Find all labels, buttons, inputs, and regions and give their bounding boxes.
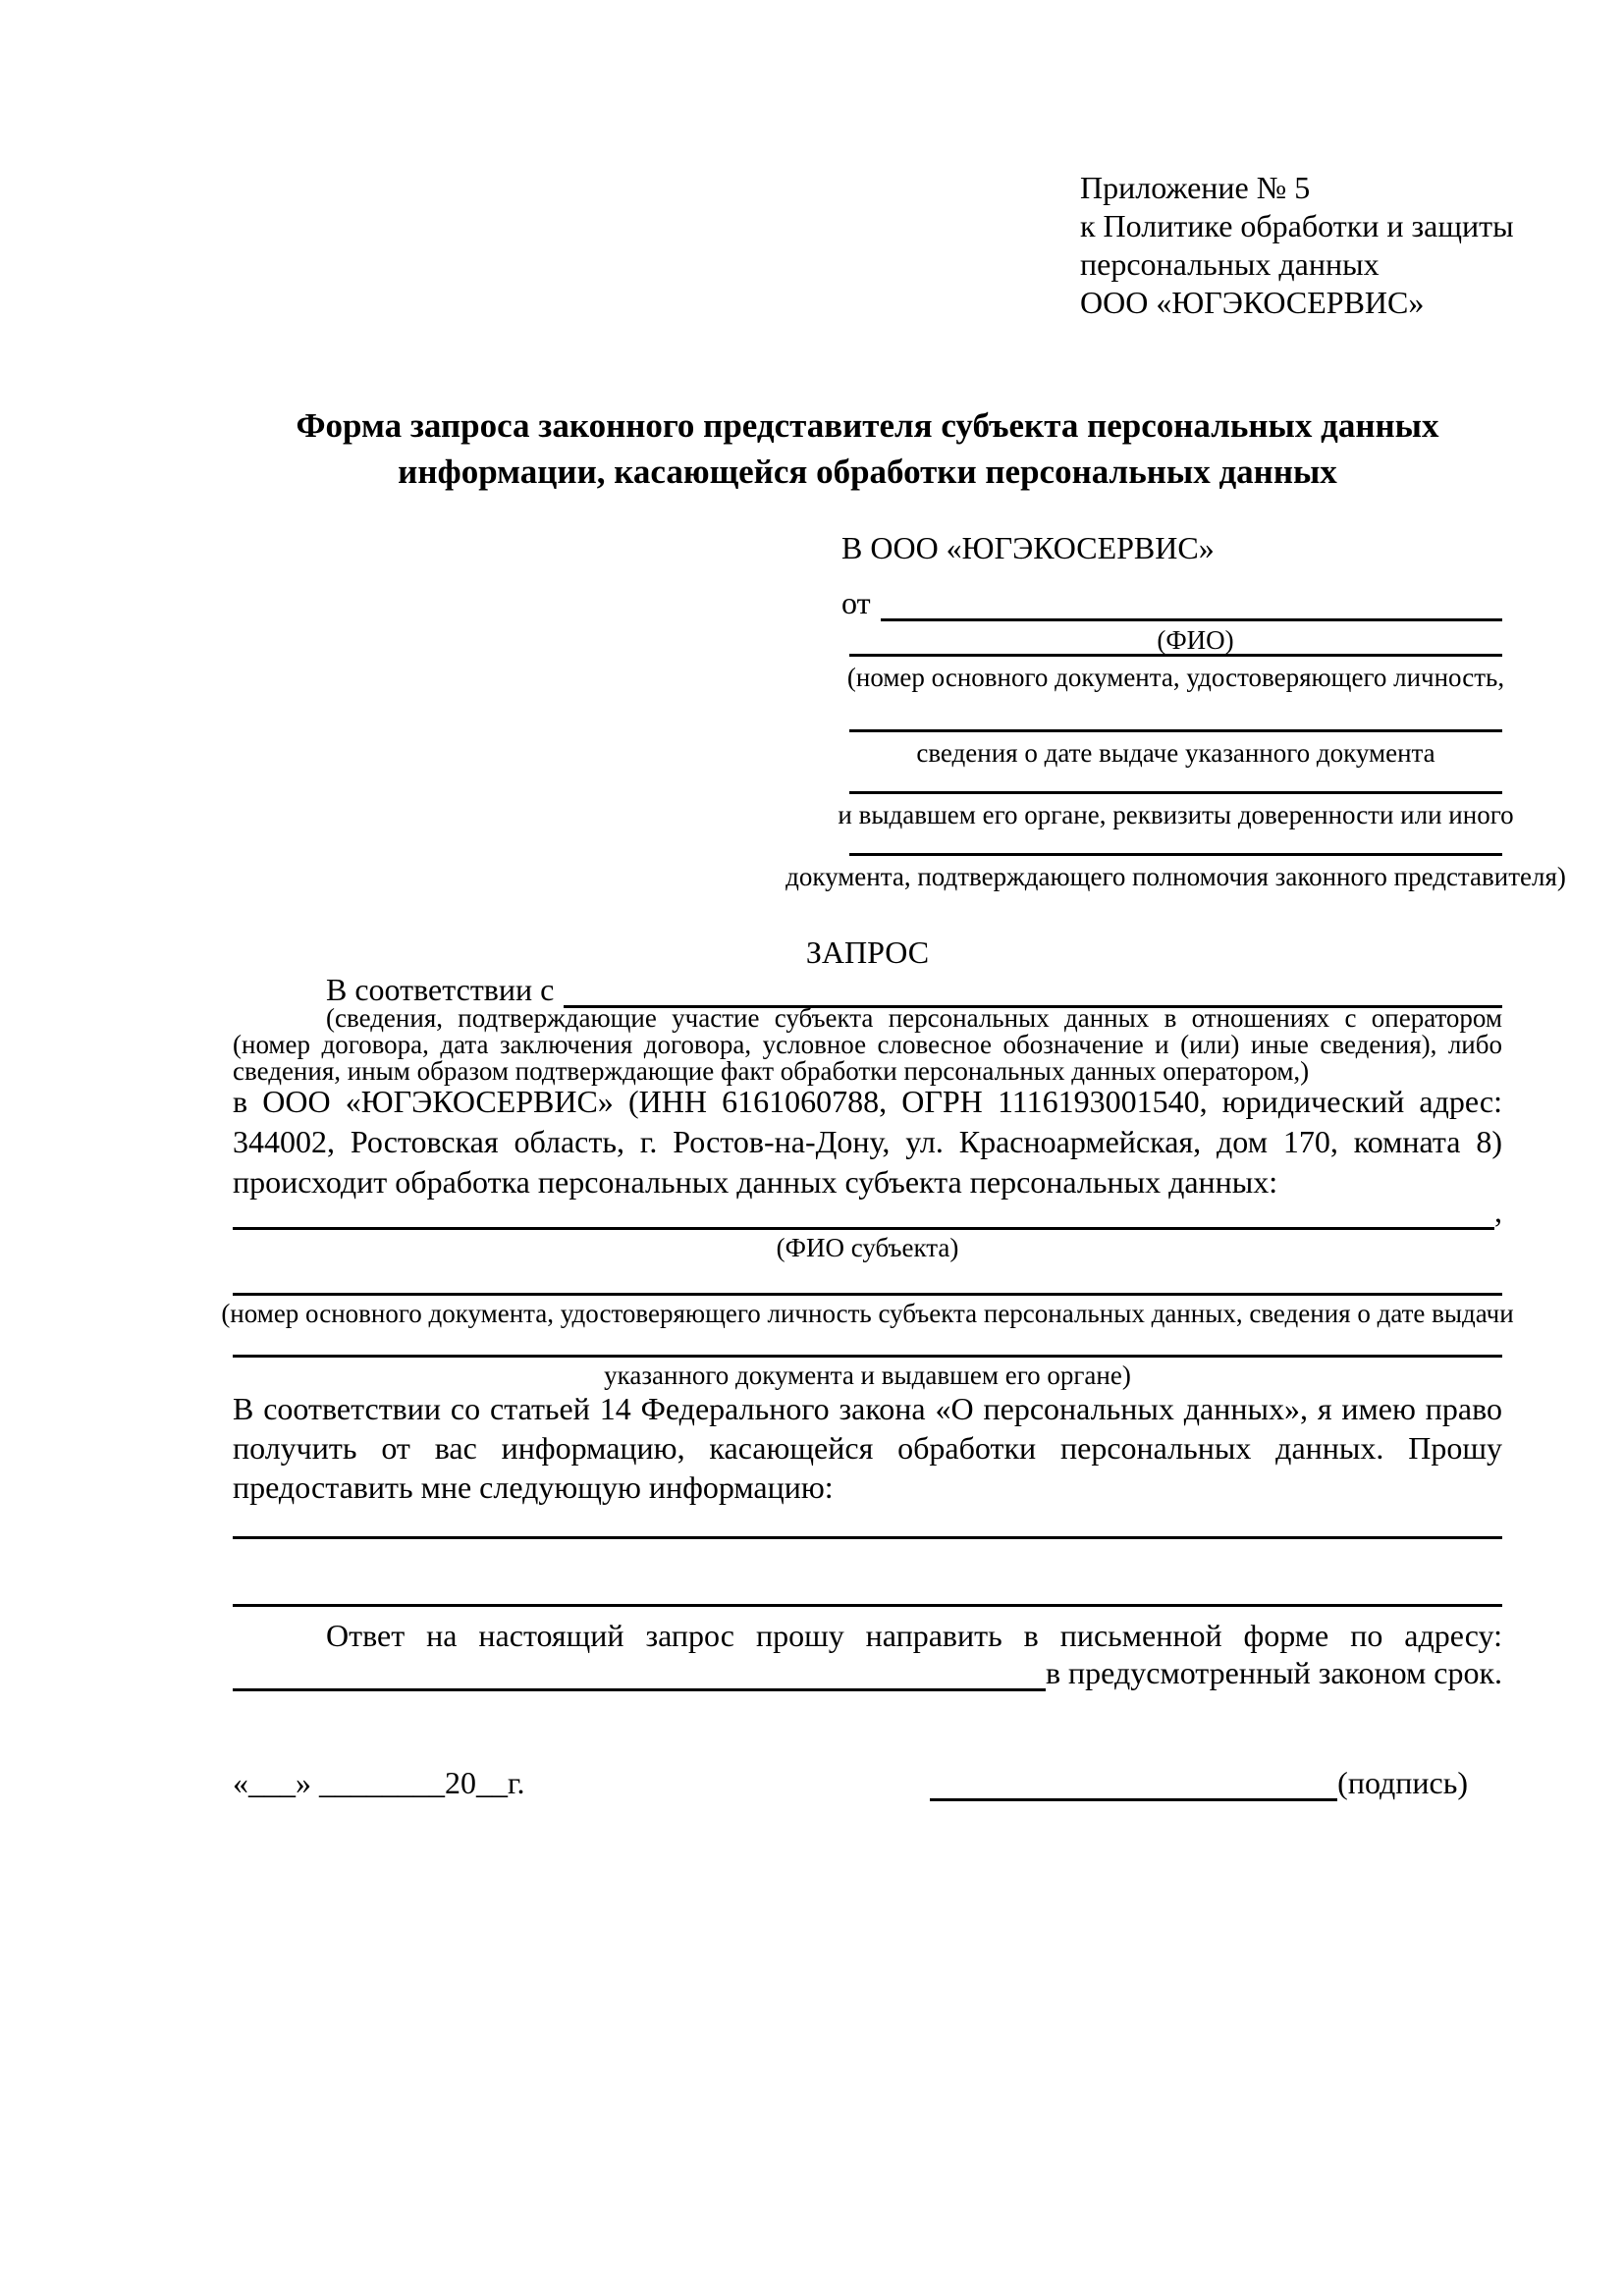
from-label: от bbox=[841, 585, 871, 620]
signature-blank-line bbox=[930, 1765, 1337, 1801]
date-line: «___» ________20__г. bbox=[233, 1765, 525, 1800]
appendix-note-line: ООО «ЮГЭКОСЕРВИС» bbox=[1080, 285, 1425, 320]
from-document-field bbox=[838, 791, 1514, 829]
reply-lead-paragraph: Ответ на настоящий запрос прошу направить в письменной форме по адресу: bbox=[326, 1618, 1502, 1653]
field-caption bbox=[785, 862, 1566, 891]
section-heading: ЗАПРОС bbox=[805, 934, 930, 970]
appendix-note bbox=[1080, 169, 1514, 322]
subject-document-blank-line bbox=[233, 1321, 1502, 1358]
appendix-note-line: персональных данных bbox=[1080, 246, 1380, 282]
document-title bbox=[233, 402, 1502, 495]
caption-text: (номер основного документа, удостоверяющего личность, bbox=[846, 663, 1505, 692]
field-caption bbox=[838, 800, 1514, 829]
document-title-line: информации, касающейся обработки персональных данных bbox=[398, 453, 1337, 491]
caption-text: (ФИО) bbox=[1157, 625, 1234, 655]
blank-line bbox=[849, 791, 1502, 794]
blank-line bbox=[849, 853, 1502, 856]
blank-line bbox=[849, 729, 1502, 732]
caption-text: (ФИО субъекта) bbox=[776, 1233, 959, 1262]
subject-document-blank-line bbox=[233, 1259, 1502, 1296]
caption-text: (номер основного документа, удостоверяющего личность субъекта персональных данных, сведения о дате выдачи bbox=[221, 1299, 1514, 1328]
field-caption bbox=[846, 663, 1505, 692]
from-document-field bbox=[785, 853, 1566, 891]
subject-document-caption bbox=[233, 1361, 1502, 1390]
reply-address-blank-line bbox=[233, 1655, 1046, 1691]
from-document-field bbox=[846, 654, 1505, 692]
accordance-lead: В соответствии с bbox=[326, 972, 555, 1007]
operator-paragraph: в ООО «ЮГЭКОСЕРВИС» (ИНН 6161060788, ОГРН 1116193001540, юридический адрес: 344002, Ростовская область, г. Ростов-на-Дону, ул. Красноармейская, дом 170, комната 8) происходит обработка персональных данных субъекта персональных данных: bbox=[233, 1084, 1502, 1200]
field-caption bbox=[849, 738, 1502, 768]
caption-text: и выдавшем его органе, реквизиты доверенности или иного bbox=[838, 800, 1514, 829]
subject-name-blank-line bbox=[233, 1194, 1494, 1230]
addressee: В ООО «ЮГЭКОСЕРВИС» bbox=[841, 530, 1215, 565]
subject-name-caption bbox=[233, 1233, 1502, 1262]
blank-line bbox=[849, 654, 1502, 657]
information-blank-line bbox=[233, 1503, 1502, 1539]
caption-text: документа, подтверждающего полномочия законного представителя) bbox=[785, 862, 1566, 891]
accordance-fine-print: (сведения, подтверждающие участие субъекта персональных данных в отношениях с оператором (номер договора, дата заключения договора, условное словесное обозначение и (или) иные сведения), либо сведения, иным образом подтверждающие факт обработки персональных данных оператором,) bbox=[233, 1003, 1502, 1086]
from-name-caption bbox=[889, 625, 1502, 655]
appendix-note-line: к Политике обработки и защиты bbox=[1080, 208, 1514, 243]
footer-row bbox=[233, 1765, 1502, 1801]
rights-paragraph: В соответствии со статьей 14 Федерального закона «О персональных данных», я имею право получить от вас информацию, касающейся обработки персональных данных. Прошу предоставить мне следующую информацию: bbox=[233, 1391, 1502, 1505]
from-row bbox=[841, 585, 1502, 621]
information-blank-line bbox=[233, 1571, 1502, 1607]
caption-text: сведения о дате выдаче указанного документа bbox=[916, 738, 1435, 768]
from-document-field bbox=[849, 729, 1502, 768]
signature-caption: (подпись) bbox=[1337, 1765, 1468, 1800]
reply-address-row bbox=[233, 1655, 1502, 1691]
subject-name-comma: , bbox=[1494, 1194, 1502, 1229]
subject-name-row bbox=[233, 1194, 1502, 1230]
signature-group bbox=[930, 1765, 1468, 1801]
appendix-note-line: Приложение № 5 bbox=[1080, 170, 1311, 205]
reply-tail-text: в предусмотренный законом срок. bbox=[1045, 1655, 1502, 1690]
document-title-line: Форма запроса законного представителя субъекта персональных данных bbox=[296, 406, 1439, 445]
caption-text: указанного документа и выдавшем его органе) bbox=[604, 1361, 1131, 1390]
from-name-blank-line bbox=[881, 585, 1502, 621]
